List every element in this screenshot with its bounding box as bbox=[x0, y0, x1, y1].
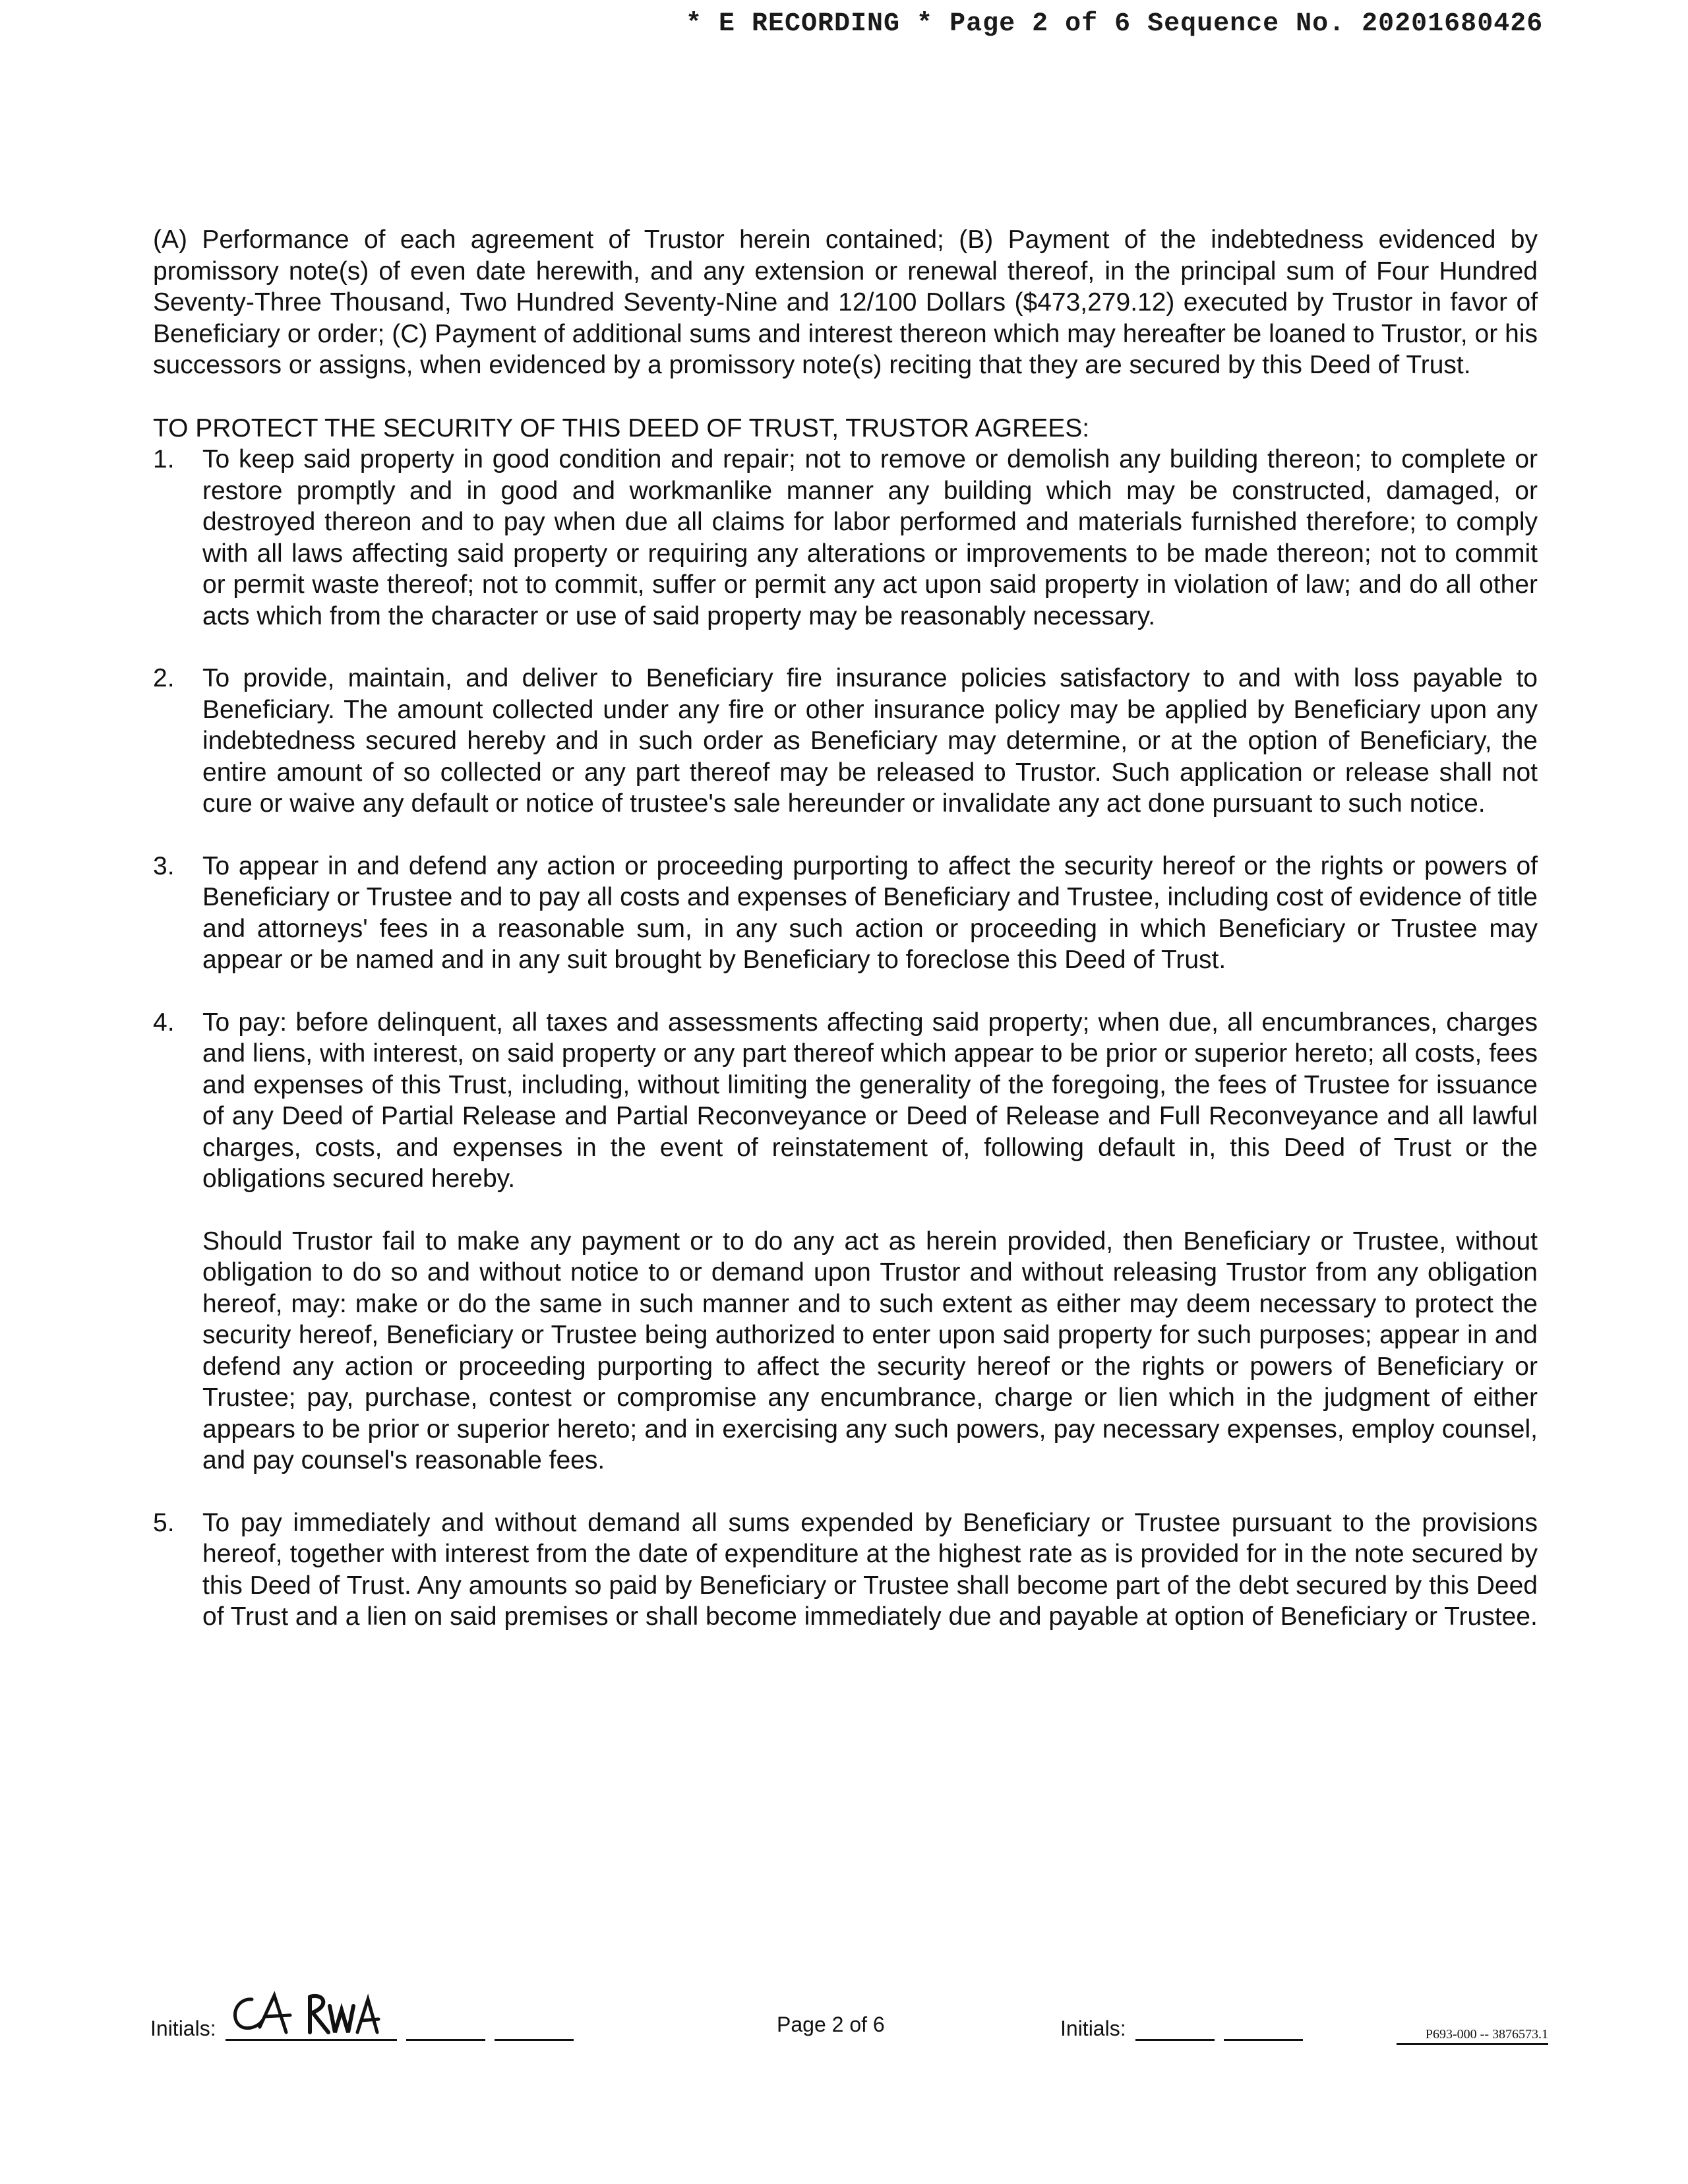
page-footer bbox=[150, 2005, 1548, 2051]
recording-header: * E RECORDING * Page 2 of 6 Sequence No. 20201680426 bbox=[686, 9, 1544, 39]
item-number: 4. bbox=[153, 1008, 175, 1037]
initials-label-right: Initials: bbox=[1060, 2017, 1126, 2040]
item-text: To appear in and defend any action or proceeding purporting to affect the security hereof or the rights or powers of Beneficiary or Trustee and to pay all costs and expenses of Beneficiary and Trustee, including cost of evidence of title and attorneys' fees in a reasonable sum, in any such action or proceeding in which Beneficiary or Trustee may appear or be named and in any suit brought by Beneficiary to foreclose this Deed of Trust. bbox=[202, 851, 1538, 974]
item-text: To keep said property in good condition and repair; not to remove or demolish any building thereon; to complete or restore promptly and in good and workmanlike manner any building which may be constructed, damaged, or destroyed thereon and to pay when due all claims for labor performed and materials furnished therefore; to comply with all laws affecting said property or requiring any alterations or improvements to be made thereon; not to commit or permit waste thereof; not to commit, suffer or permit any act upon said property in violation of law; and do all other acts which from the character or use of said property may be reasonably necessary. bbox=[202, 445, 1538, 630]
document-reference: P693-000 -- 3876573.1 bbox=[1397, 2026, 1548, 2045]
initials-blank-line bbox=[495, 2013, 574, 2041]
item-number: 2. bbox=[153, 664, 175, 692]
covenant-item-5 bbox=[153, 1507, 1538, 1633]
item-number: 1. bbox=[153, 445, 175, 473]
covenant-item-2 bbox=[153, 663, 1538, 820]
page-number: Page 2 of 6 bbox=[777, 2013, 885, 2036]
covenant-item-3 bbox=[153, 851, 1538, 976]
initials-left bbox=[150, 2013, 574, 2041]
intro-paragraph: (A) Performance of each agreement of Trustor herein contained; (B) Payment of the indebtedness evidenced by promissory note(s) of even date herewith, and any extension or renewal thereof, in the principal sum of Four Hundred Seventy-Three Thousand, Two Hundred Seventy-Nine and 12/100 Dollars ($473,279.12) executed by Trustor in favor of Beneficiary or order; (C) Payment of additional sums and interest thereon which may hereafter be loaned to Trustor, or his successors or assigns, when evidenced by a promissory note(s) reciting that they are secured by this Deed of Trust. bbox=[153, 226, 1538, 379]
item-text-continued: Should Trustor fail to make any payment or to do any act as herein provided, then Beneficiary or Trustee, without obligation to do so and without notice to or demand upon Trustor and without releasing Trustor from any obligation hereof, may: make or do the same in such manner and to such extent as either may deem necessary to protect the security hereof, Beneficiary or Trustee being authorized to enter upon said property for such purposes; appear in and defend any action or proceeding purporting to affect the security hereof or the rights or powers of Beneficiary or Trustee; pay, purchase, contest or compromise any encumbrance, charge or lien which in the judgment of either appears to be prior or superior hereto; and in exercising any such powers, pay necessary expenses, employ counsel, and pay counsel's reasonable fees. bbox=[202, 1227, 1538, 1474]
initials-blank-line bbox=[1224, 2013, 1303, 2041]
item-number: 5. bbox=[153, 1508, 175, 1537]
covenant-item-1 bbox=[153, 444, 1538, 632]
initials-blank-line bbox=[1135, 2013, 1215, 2041]
signature-initials-icon bbox=[226, 1986, 397, 2040]
covenant-item-4 bbox=[153, 1007, 1538, 1476]
item-number: 3. bbox=[153, 851, 175, 880]
item-text: To pay immediately and without demand all sums expended by Beneficiary or Trustee pursuant to the provisions hereof, together with interest from the date of expenditure at the highest rate as is provided for in the note secured by this Deed of Trust. Any amounts so paid by Beneficiary or Trustee shall become part of the debt secured by this Deed of Trust and a lien on said premises or shall become immediately due and payable at option of Beneficiary or Trustee. bbox=[202, 1508, 1538, 1631]
initials-label-left: Initials: bbox=[150, 2017, 216, 2040]
item-text: To provide, maintain, and deliver to Beneficiary fire insurance policies satisfactory to and with loss payable to Beneficiary. The amount collected under any fire or other insurance policy may be applied by Beneficiary upon any indebtedness secured hereby and in such order as Beneficiary may determine, or at the option of Beneficiary, the entire amount of so collected or any part thereof may be released to Trustor. Such application or release shall not cure or waive any default or notice of trustee's sale hereunder or invalidate any act done pursuant to such notice. bbox=[202, 664, 1538, 818]
initials-blank-line bbox=[406, 2013, 485, 2041]
section-title: TO PROTECT THE SECURITY OF THIS DEED OF TRUST, TRUSTOR AGREES: bbox=[153, 413, 1090, 442]
initials-right bbox=[1060, 2013, 1303, 2041]
item-text: To pay: before delinquent, all taxes and assessments affecting said property; when due, all encumbrances, charges and liens, with interest, on said property or any part thereof which appear to be prior or superior hereto; all costs, fees and expenses of this Trust, including, without limiting the generality of the foregoing, the fees of Trustee for issuance of any Deed of Partial Release and Partial Reconveyance or Deed of Release and Full Reconveyance and all lawful charges, costs, and expenses in the event of reinstatement of, following default in, this Deed of Trust or the obligations secured hereby. bbox=[202, 1008, 1538, 1193]
document-body bbox=[153, 224, 1538, 1664]
handwritten-initials bbox=[226, 2013, 397, 2041]
